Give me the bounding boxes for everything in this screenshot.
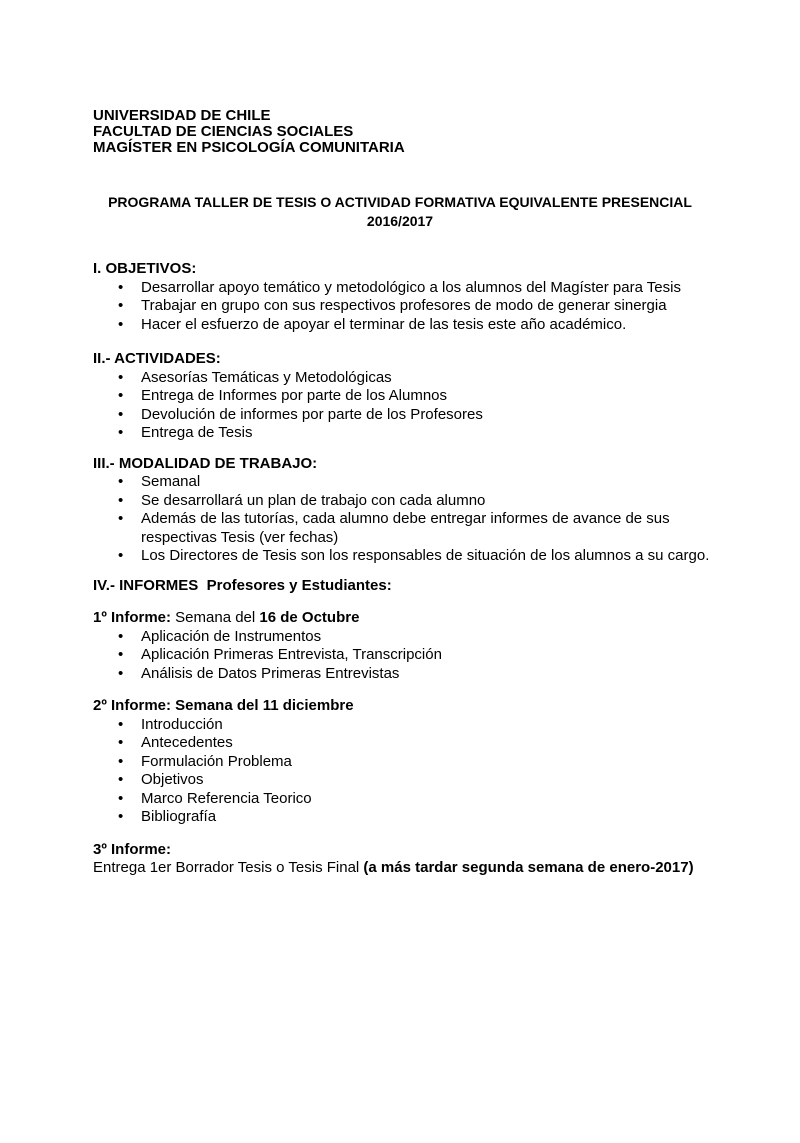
objetivos-list	[93, 279, 722, 335]
informe2-heading: 2º Informe: Semana del 11 diciembre	[93, 697, 354, 714]
document-body	[93, 108, 722, 878]
actividades-item: • Entrega de Tesis	[141, 424, 722, 443]
title-year: 2016/2017	[366, 212, 434, 229]
modalidad-heading: III.- MODALIDAD DE TRABAJO:	[93, 454, 318, 472]
document-title	[0, 193, 800, 230]
actividades-item: • Devolución de informes por parte de los Profesores	[141, 406, 722, 425]
entrega-text: Entrega 1er Borrador Tesis o Tesis Final	[93, 859, 364, 876]
faculty-name: FACULTAD DE CIENCIAS SOCIALES	[93, 123, 354, 140]
informe2-item: • Formulación Problema	[141, 753, 722, 772]
informes-heading: IV.- INFORMES Profesores y Estudiantes:	[93, 576, 392, 594]
informe1-item: • Aplicación de Instrumentos	[141, 628, 722, 647]
actividades-item: • Entrega de Informes por parte de los Alumnos	[141, 387, 722, 406]
informe2-item: • Bibliografía	[141, 808, 722, 827]
informe1-list	[93, 628, 722, 684]
objetivos-item: • Trabajar en grupo con sus respectivos profesores de modo de generar sinergia	[141, 297, 722, 316]
modalidad-item: • Los Directores de Tesis son los responsables de situación de los alumnos a su cargo.	[141, 547, 722, 566]
informe2-item: • Antecedentes	[141, 734, 722, 753]
informe1-label: 1º Informe:	[93, 609, 171, 626]
informe1-heading	[93, 609, 722, 628]
program-name: MAGÍSTER EN PSICOLOGÍA COMUNITARIA	[93, 139, 405, 156]
document-page	[0, 108, 800, 1143]
informe3-entrega-line	[93, 859, 722, 878]
informe2-item: • Introducción	[141, 716, 722, 735]
informe1-item: • Análisis de Datos Primeras Entrevistas	[141, 665, 722, 684]
objetivos-heading: I. OBJETIVOS:	[93, 260, 197, 277]
informe2-item: • Objetivos	[141, 771, 722, 790]
section-actividades	[93, 350, 722, 443]
section-modalidad	[93, 455, 722, 566]
actividades-list	[93, 369, 722, 443]
modalidad-list	[93, 473, 722, 566]
informe3-heading: 3º Informe:	[93, 840, 171, 858]
informe2-list	[93, 716, 722, 827]
informe1-connector: Semana del	[171, 609, 260, 626]
objetivos-item: • Desarrollar apoyo temático y metodológico a los alumnos del Magíster para Tesis	[141, 279, 722, 298]
actividades-item: • Asesorías Temáticas y Metodológicas	[141, 369, 722, 388]
informe1-item: • Aplicación Primeras Entrevista, Transcripción	[141, 646, 722, 665]
entrega-deadline: (a más tardar segunda semana de enero-2017)	[363, 859, 694, 876]
informe2-item: • Marco Referencia Teorico	[141, 790, 722, 809]
org-header	[93, 108, 722, 156]
section-informes	[93, 577, 722, 878]
actividades-heading: II.- ACTIVIDADES:	[93, 350, 221, 367]
modalidad-item: • Semanal	[141, 473, 722, 492]
modalidad-item: • Además de las tutorías, cada alumno debe entregar informes de avance de sus respectivas Tesis (ver fechas)	[141, 510, 722, 547]
section-objetivos	[93, 260, 722, 334]
university-name: UNIVERSIDAD DE CHILE	[93, 107, 271, 124]
informe1-date: 16 de Octubre	[259, 609, 360, 626]
title-line: PROGRAMA TALLER DE TESIS O ACTIVIDAD FORMATIVA EQUIVALENTE PRESENCIAL	[108, 194, 692, 210]
modalidad-item: • Se desarrollará un plan de trabajo con cada alumno	[141, 492, 722, 511]
objetivos-item: • Hacer el esfuerzo de apoyar el terminar de las tesis este año académico.	[141, 316, 722, 335]
